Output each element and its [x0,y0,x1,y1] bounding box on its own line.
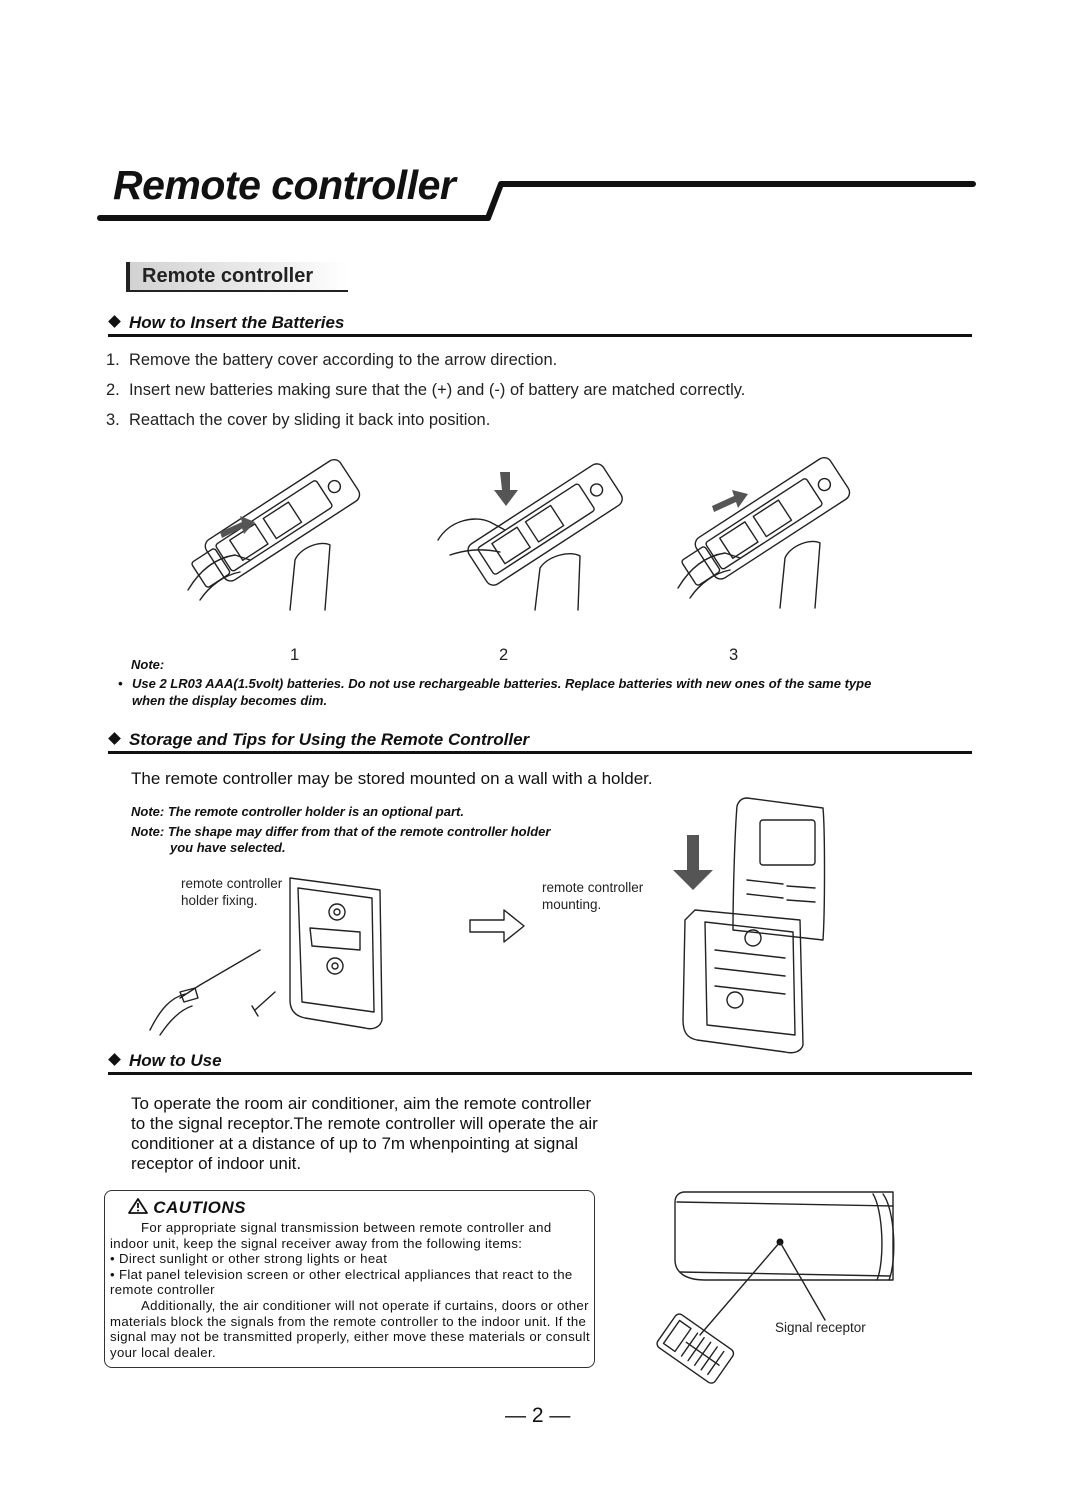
cautions-text [110,1220,594,1360]
section-label-box [126,262,348,292]
storage-text: The remote controller may be stored mounted on a wall with a holder. [131,769,653,788]
battery-note-line-1: Use 2 LR03 AAA(1.5volt) batteries. Do not use rechargeable batteries. Replace batteries with new ones of the same type [132,676,872,691]
section-rule [108,334,972,337]
step-3: 3. Reattach the cover by sliding it back into position. [106,411,491,429]
diamond-bullet-icon [108,732,121,745]
page-title: Remote controller [113,162,456,208]
section-label: Remote controller [142,265,314,287]
use-line-1: To operate the room air conditioner, aim the remote controller [131,1094,592,1113]
step-2: 2. Insert new batteries making sure that the (+) and (-) of battery are matched correctly. [106,381,746,399]
battery-figure-2 [430,460,630,610]
holder-fixing-figure [140,870,390,1035]
caution-outro: Additionally, the air conditioner will not operate if curtains, doors or other materials block the signals from the remote controller to the indoor unit. If the signal may not be transmitted properly, either move these materials or consult your local dealer. [110,1297,591,1360]
use-line-3: conditioner at a distance of up to 7m whenpointing at signal [131,1134,579,1153]
holder-mounting-figure [675,790,825,1055]
storage-heading: Storage and Tips for Using the Remote Controller [110,730,529,750]
mounting-label: remote controller mounting. [542,880,644,912]
battery-figure-1 [180,460,380,610]
note-bullet: • [118,676,123,691]
figure-label-1: 1 [290,646,300,664]
caution-intro: For appropriate signal transmission between remote controller and indoor unit, keep the signal receiver away from the following items: [110,1220,552,1251]
battery-note-line-2: when the display becomes dim. [132,693,328,708]
step-1: 1. Remove the battery cover according to the arrow direction. [106,351,558,369]
page-number: — 2 — [505,1404,571,1427]
note-label: Note: [131,657,165,672]
signal-receptor-label: Signal receptor [775,1320,866,1335]
use-line-2: to the signal receptor.The remote controller will operate the air [131,1114,598,1133]
figure-label-2: 2 [499,646,509,664]
storage-note-1: Note: The remote controller holder is an optional part. [131,804,464,819]
battery-figure-3 [670,458,870,608]
figure-label-3: 3 [729,646,739,664]
how-to-use-heading: How to Use [110,1051,222,1071]
use-line-4: receptor of indoor unit. [131,1154,302,1173]
title-rule [100,176,980,226]
caution-item-1: • Direct sunlight or other strong lights or heat [110,1251,388,1267]
section-rule [108,751,972,754]
cautions-title: CAUTIONS [128,1197,246,1218]
storage-note-2-cont: you have selected. [170,840,286,855]
storage-note-2: Note: The shape may differ from that of the remote controller holder [131,824,551,839]
indoor-unit-figure [645,1180,900,1375]
holder-fixing-label: remote controller holder fixing. [181,876,283,908]
diamond-bullet-icon [108,315,121,328]
caution-item-2: • Flat panel television screen or other electrical appliances that react to the remote controller [110,1266,573,1298]
diamond-bullet-icon [108,1053,121,1066]
warning-triangle-icon [128,1198,148,1214]
right-arrow-icon [468,908,528,944]
section-rule [108,1072,972,1075]
insert-batteries-heading: How to Insert the Batteries [110,313,344,333]
